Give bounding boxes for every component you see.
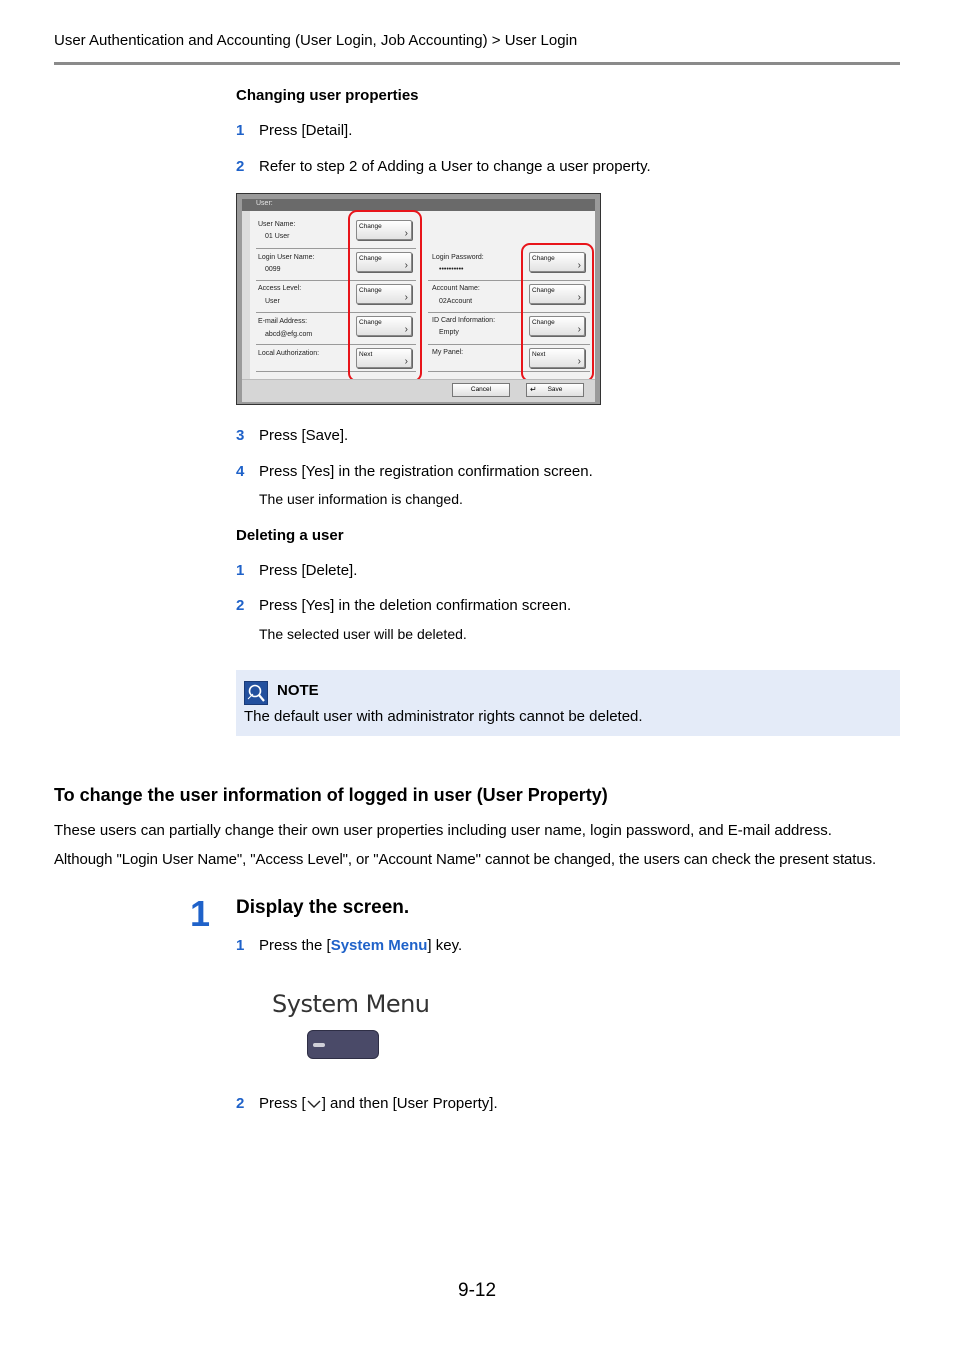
button-label: Change — [359, 223, 382, 230]
system-menu-key[interactable] — [307, 1030, 379, 1059]
highlight-box-right — [521, 243, 594, 382]
field-value: 0099 — [265, 266, 281, 273]
chevron-right-icon: › — [404, 228, 408, 239]
step-number: 2 — [236, 158, 245, 175]
enter-icon: ↵ — [530, 385, 537, 394]
field-value: abcd@efg.com — [265, 331, 313, 338]
deleting-title: Deleting a user — [236, 527, 344, 544]
chevron-right-icon: › — [577, 292, 581, 303]
field-value: User — [265, 298, 280, 305]
changing-step-1 — [236, 122, 836, 140]
step-number: 2 — [236, 1095, 245, 1112]
changing-result: The user information is changed. — [259, 491, 463, 507]
step-number: 3 — [236, 427, 245, 444]
step-number: 1 — [236, 937, 245, 954]
field-label: Login Password: — [432, 254, 484, 261]
button-label: Change — [359, 319, 382, 326]
field-label: My Panel: — [432, 349, 464, 356]
panel-title: User: — [256, 200, 273, 207]
step-text: Press [Delete]. — [259, 562, 358, 579]
step-text-pre: Press the [ — [259, 937, 331, 954]
field-label: ID Card Information: — [432, 317, 496, 324]
changing-step-4 — [236, 463, 836, 481]
field-label: Access Level: — [258, 285, 302, 292]
big-step-number: 1 — [190, 893, 211, 934]
deleting-result: The selected user will be deleted. — [259, 626, 467, 642]
field-label: Login User Name: — [258, 254, 315, 261]
key-indicator-icon — [313, 1043, 325, 1047]
user-detail-panel-screenshot — [236, 193, 601, 405]
note-box — [236, 670, 900, 736]
step-text: Press [Save]. — [259, 427, 349, 444]
big-step-title: Display the screen. — [236, 897, 410, 918]
button-label: Change — [532, 287, 555, 294]
step-text — [259, 1095, 498, 1114]
system-menu-key-label: System Menu — [272, 990, 430, 1018]
field-label: Account Name: — [432, 285, 480, 292]
panel-sidebar — [242, 211, 250, 381]
changing-step-3 — [236, 427, 836, 445]
step-text-post: ] key. — [427, 937, 463, 954]
chevron-right-icon: › — [577, 260, 581, 271]
step-text: Press [Yes] in the registration confirmation screen. — [259, 463, 593, 480]
note-magnifier-icon — [244, 681, 268, 705]
deleting-step-1 — [236, 562, 836, 580]
step-text-post: ] and then [User Property]. — [321, 1095, 498, 1112]
step-number: 2 — [236, 597, 245, 614]
button-label: Next — [532, 351, 546, 358]
field-value: •••••••••• — [439, 266, 464, 273]
step-number: 1 — [236, 122, 245, 139]
chevron-right-icon: › — [577, 356, 581, 367]
system-menu-key-ref: System Menu — [330, 937, 428, 954]
step-text: Refer to step 2 of Adding a User to change a user property. — [259, 158, 651, 175]
chevron-right-icon: › — [404, 324, 408, 335]
display-step-1 — [236, 937, 836, 955]
chevron-right-icon: › — [404, 292, 408, 303]
chevron-right-icon: › — [577, 324, 581, 335]
field-label: User Name: — [258, 221, 296, 228]
changing-title: Changing user properties — [236, 87, 419, 104]
button-label: Change — [359, 255, 382, 262]
field-label: Local Authorization: — [258, 350, 320, 357]
highlight-box-left — [348, 210, 422, 382]
step-number: 1 — [236, 562, 245, 579]
step-text: Press [Yes] in the deletion confirmation screen. — [259, 597, 572, 614]
section-paragraph-1: These users can partially change their own user properties including user name, login password, and E-mail address. — [54, 822, 832, 839]
chevron-down-icon — [306, 1097, 322, 1114]
step-text — [259, 937, 462, 954]
step-text: Press [Detail]. — [259, 122, 353, 139]
section-paragraph-2: Although "Login User Name", "Access Level", or "Account Name" cannot be changed, the users can check the present status. — [54, 851, 877, 868]
field-label: E-mail Address: — [258, 318, 308, 325]
field-value: 02Account — [439, 298, 473, 305]
step-number: 4 — [236, 463, 245, 480]
chevron-right-icon: › — [404, 356, 408, 367]
button-label: Change — [359, 287, 382, 294]
panel-bottom-bar — [242, 379, 595, 402]
step-text-pre: Press [ — [259, 1095, 306, 1112]
header-divider — [54, 62, 900, 65]
button-label: Next — [359, 351, 373, 358]
cancel-button[interactable]: Cancel — [452, 383, 510, 397]
panel-titlebar — [242, 199, 595, 211]
display-step-2 — [236, 1095, 836, 1113]
note-text: The default user with administrator rights cannot be deleted. — [244, 708, 643, 725]
deleting-step-2 — [236, 597, 836, 615]
changing-step-2 — [236, 158, 836, 176]
breadcrumb: User Authentication and Accounting (User Login, Job Accounting) > User Login — [54, 32, 578, 49]
section-title: To change the user information of logged in user (User Property) — [54, 785, 608, 805]
button-label: Change — [532, 255, 555, 262]
field-value: 01 User — [265, 233, 290, 240]
page-number: 9-12 — [458, 1280, 497, 1301]
note-title: NOTE — [277, 682, 319, 699]
button-label: Change — [532, 319, 555, 326]
field-value: Empty — [439, 329, 459, 336]
save-label: Save — [547, 386, 563, 393]
chevron-right-icon: › — [404, 260, 408, 271]
save-button[interactable] — [526, 383, 584, 397]
